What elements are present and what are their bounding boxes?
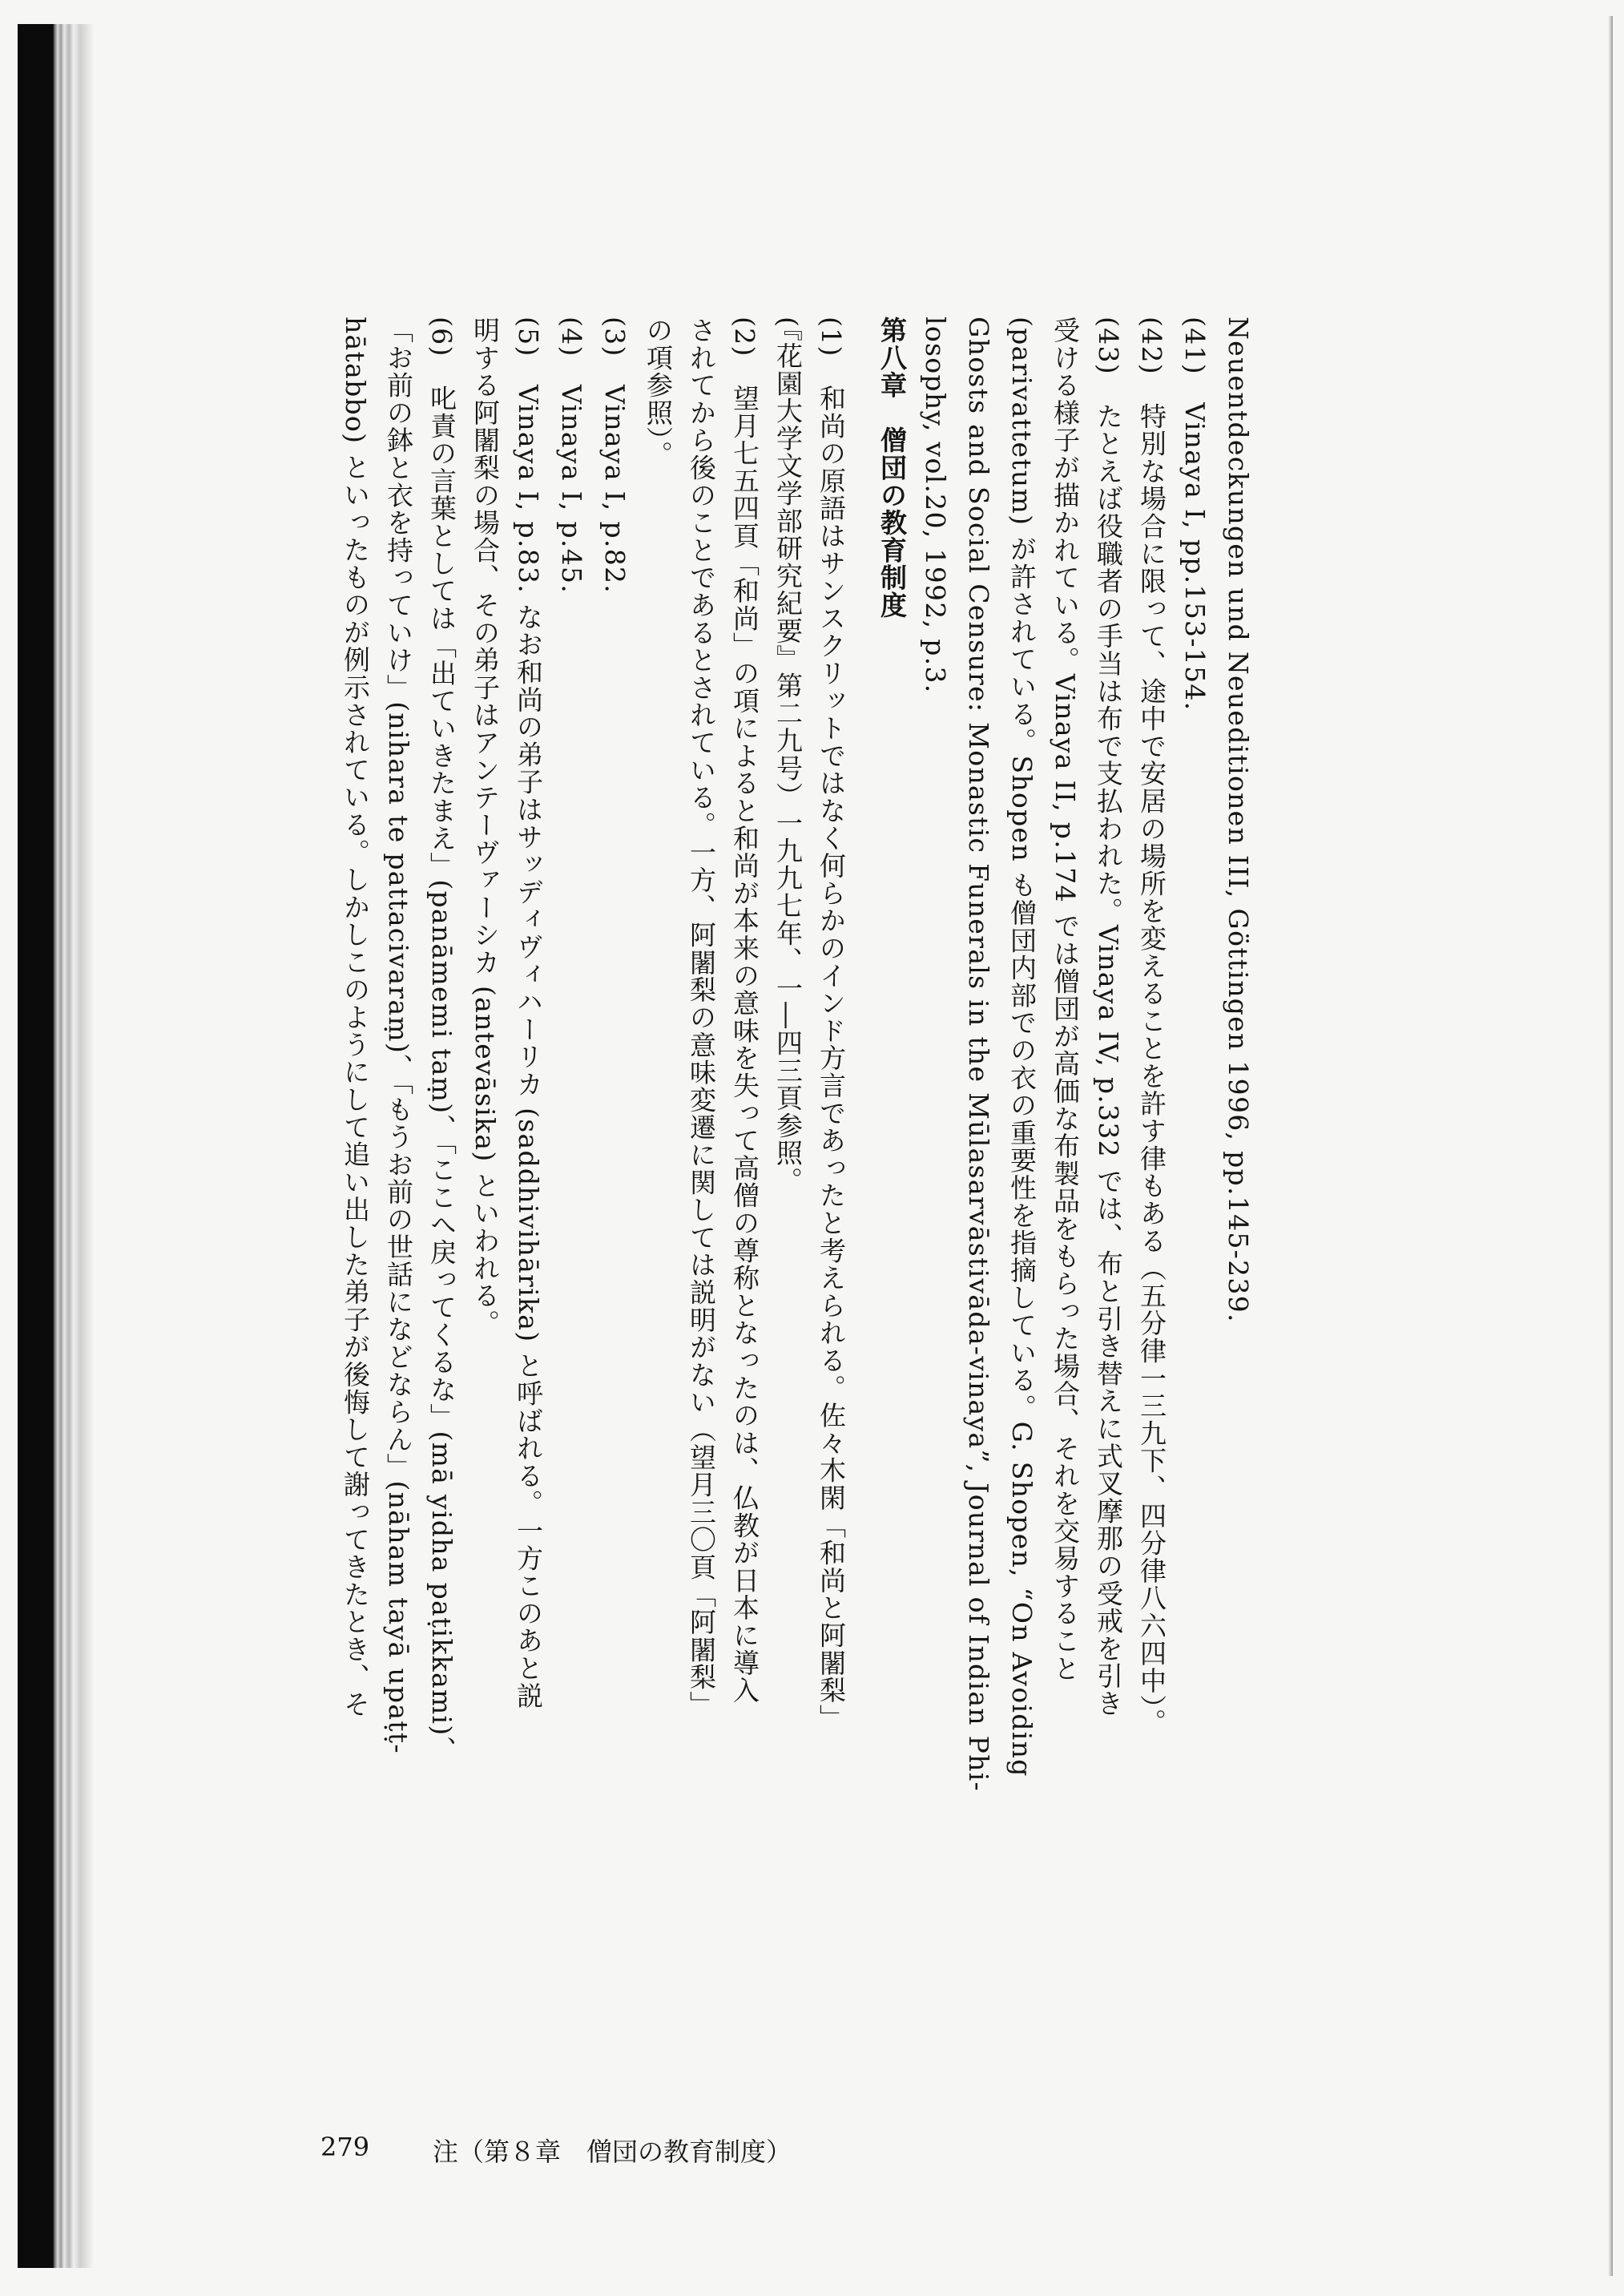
- note-line: (5) Vinaya I, p.83. なお和尚の弟子はサッディヴィハーリカ (saddhivihārika) と呼ばれる。一方このあと説: [513, 317, 544, 1710]
- note-line: (1) 和尚の原語はサンスクリットではなく何らかのインド方言であったと考えられる。佐々木閑「和尚と阿闍梨」: [816, 317, 847, 1732]
- note-line: losophy, vol.20, 1992, p.3.: [920, 317, 951, 694]
- note-line: されてから後のことであるとされている。一方、阿闍梨の意味変遷に関しては説明がない（望月三〇頁「阿闍梨」: [686, 317, 717, 1719]
- notes-text-block: [42, 317, 1259, 2120]
- note-line: 受ける様子が描かれている。Vinaya II, p.174 では僧団が高価な布製品をもらった場合、それを交易すること: [1050, 317, 1081, 1683]
- note-line: Neuentdeckungen und Neueditionen III, Göttingen 1996, pp.145-239.: [1223, 317, 1254, 1323]
- running-head: 注（第８章 僧団の教育制度）: [433, 2137, 792, 2167]
- note-line: (43) たとえば役職者の手当は布で支払われた。Vinaya IV, p.332 では、布と引き替えに式叉摩那の受戒を引き: [1093, 317, 1124, 1717]
- page-number: 279: [320, 2132, 370, 2162]
- note-line: の項参照）。: [643, 317, 674, 469]
- note-line: 「お前の鉢と衣を持っていけ」(nihara te pattacivaraṃ)、「もうお前の世話になどならん」(nāham tayā upaṭṭ-: [383, 317, 414, 1754]
- note-line: (6) 叱責の言葉としては「出ていきたまえ」(panāmemi taṃ)、「ここへ戻ってくるな」(mā yidha paṭikkami)、: [426, 317, 457, 1764]
- note-line: (42) 特別な場合に限って、途中で安居の場所を変えることを許す律もある（五分律一三九下、四分律八六四中）。: [1136, 317, 1167, 1737]
- note-line: (2) 望月七五四頁「和尚」の項によると和尚が本来の意味を失って高僧の尊称となったのは、仏教が日本に導入: [729, 317, 760, 1705]
- note-line: (4) Vinaya I, p.45.: [556, 317, 587, 595]
- chapter-heading: 第八章 僧団の教育制度: [876, 317, 908, 619]
- note-line: (41) Vinaya I, pp.153-154.: [1179, 317, 1211, 712]
- note-line: hātabbo) といったものが例示されている。しかしこのようにして追い出した弟子が後悔して謝ってきたとき、そ: [340, 317, 371, 1718]
- note-line: 明する阿闍梨の場合、その弟子はアンテーヴァーシカ (antevāsika) といわれる。: [469, 317, 501, 1338]
- note-line: (3) Vinaya I, p.82.: [599, 317, 631, 595]
- page-edge: [1608, 16, 1613, 2276]
- note-line: (parivattetum) が許されている。Shopen も僧団内部での衣の重要性を指摘している。G. Shopen, “On Avoiding: [1006, 317, 1038, 1777]
- note-line: (『花園大学文学部研究紀要』第二九号）一九九七年、一―四三頁参照。: [772, 317, 804, 1195]
- note-line: Ghosts and Social Censure: Monastic Funerals in the Mūlasarvāstivāda-vinaya”, Journal of Indian Phi-: [963, 317, 994, 1793]
